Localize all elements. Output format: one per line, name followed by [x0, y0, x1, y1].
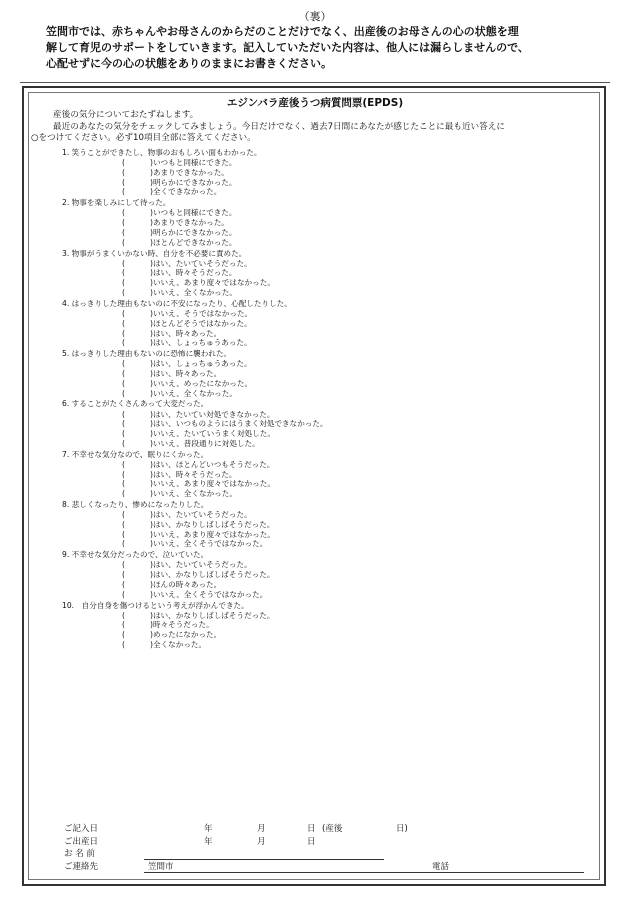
- answer-option[interactable]: [62, 238, 582, 248]
- answer-label: はい、かなりしばしばそうだった。: [152, 610, 275, 620]
- answer-option[interactable]: [62, 470, 582, 480]
- paren-close: ): [150, 429, 153, 439]
- answer-mark-slot[interactable]: (: [122, 318, 125, 328]
- answer-mark-slot[interactable]: (: [122, 167, 125, 177]
- paren-close: ): [150, 187, 153, 197]
- answer-mark-slot[interactable]: (: [122, 258, 125, 268]
- answer-option[interactable]: [62, 178, 582, 188]
- answer-label: はい、たいていそうだった。: [152, 560, 252, 570]
- question-item: [62, 600, 582, 650]
- paren-close: ): [150, 268, 153, 278]
- answer-option[interactable]: [62, 510, 582, 520]
- lead-line: 最近のあなたの気分をチェックしてみましょう。今日だけでなく、過去7日間にあなたが感じたことに最も近い答えに: [53, 121, 505, 132]
- paren-close: ): [150, 519, 153, 529]
- paren-close: ): [150, 258, 153, 268]
- answer-option[interactable]: [62, 419, 582, 429]
- intro-line: 心配せずに今の心の状態をありのままにお書きください。: [46, 57, 332, 70]
- answer-mark-slot[interactable]: (: [122, 459, 125, 469]
- question-item: [62, 147, 582, 197]
- answer-mark-slot[interactable]: (: [122, 620, 125, 630]
- answer-label: はい、時々あった。: [152, 328, 222, 338]
- paren-close: ): [150, 177, 153, 187]
- paren-close: ): [150, 208, 153, 218]
- fill-date-row: [64, 823, 588, 836]
- question-text: 7. 不幸せな気分なので、眠りにくかった。: [62, 449, 209, 459]
- question-text: 2. 物事を楽しみにして待った。: [62, 198, 171, 208]
- paren-close: ): [150, 459, 153, 469]
- answer-mark-slot[interactable]: (: [122, 359, 125, 369]
- answer-option[interactable]: [62, 439, 582, 449]
- answer-option[interactable]: [62, 379, 582, 389]
- answer-option[interactable]: [62, 539, 582, 549]
- answer-option[interactable]: [62, 410, 582, 420]
- paren-close: ): [150, 438, 153, 448]
- answer-option[interactable]: [62, 630, 582, 640]
- paren-close: ): [150, 479, 153, 489]
- answer-mark-slot[interactable]: (: [122, 227, 125, 237]
- paren-close: ): [150, 158, 153, 168]
- answer-mark-slot[interactable]: (: [122, 158, 125, 168]
- answer-mark-slot[interactable]: (: [122, 519, 125, 529]
- birth-date-label: ご出産日: [64, 836, 99, 847]
- answer-mark-slot[interactable]: (: [122, 308, 125, 318]
- answer-label: はい、しょっちゅうあった。: [152, 359, 252, 369]
- form-lead: [31, 110, 599, 145]
- question-text: 9. 不幸せな気分だったので、泣いていた。: [62, 550, 209, 560]
- answer-label: 明らかにできなかった。: [152, 177, 237, 187]
- answer-label: はい、いつものようにはうまく対処できなかった。: [152, 419, 328, 429]
- name-row: [64, 848, 588, 861]
- question-item: [62, 449, 582, 499]
- paren-close: ): [150, 288, 153, 298]
- answer-option[interactable]: [62, 489, 582, 499]
- answer-option[interactable]: [62, 309, 582, 319]
- answer-option[interactable]: [62, 580, 582, 590]
- contact-row: [64, 861, 588, 874]
- answer-option[interactable]: [62, 479, 582, 489]
- answer-mark-slot[interactable]: (: [122, 218, 125, 228]
- question-item: [62, 549, 582, 599]
- paren-close: ): [150, 469, 153, 479]
- paren-close: ): [150, 529, 153, 539]
- paren-close: ): [150, 227, 153, 237]
- paren-close: ): [150, 218, 153, 228]
- answer-label: いいえ、あまり度々ではなかった。: [152, 479, 275, 489]
- intro-line: 解して育児のサポートをしていきます。記入していただいた内容は、他人には漏らしませんので、: [46, 41, 529, 54]
- answer-mark-slot[interactable]: (: [122, 529, 125, 539]
- answer-option[interactable]: [62, 520, 582, 530]
- answer-label: はい、時々そうだった。: [152, 268, 237, 278]
- answer-option[interactable]: [62, 208, 582, 218]
- answer-mark-slot[interactable]: (: [122, 438, 125, 448]
- answer-mark-slot[interactable]: (: [122, 419, 125, 429]
- answer-mark-slot[interactable]: (: [122, 208, 125, 218]
- answer-label: めったになかった。: [152, 630, 222, 640]
- paren-close: ): [150, 318, 153, 328]
- answer-mark-slot[interactable]: (: [122, 328, 125, 338]
- answer-label: はい、時々そうだった。: [152, 469, 237, 479]
- paren-close: ): [150, 640, 153, 650]
- paren-close: ): [150, 369, 153, 379]
- question-item: [62, 499, 582, 549]
- answer-label: あまりできなかった。: [152, 218, 229, 228]
- answer-option[interactable]: [62, 268, 582, 278]
- answer-option[interactable]: [62, 590, 582, 600]
- question-text: 4. はっきりした理由もないのに不安になったり、心配したりした。: [62, 298, 292, 308]
- paren-close: ): [150, 338, 153, 348]
- answer-label: いいえ、あまり度々ではなかった。: [152, 278, 275, 288]
- answer-mark-slot[interactable]: (: [122, 589, 125, 599]
- answer-mark-slot[interactable]: (: [122, 268, 125, 278]
- question-item: [62, 248, 582, 298]
- answer-option[interactable]: [62, 389, 582, 399]
- answer-label: ほとんどそうではなかった。: [152, 318, 252, 328]
- birth-date-row: [64, 836, 588, 849]
- answer-option[interactable]: [62, 369, 582, 379]
- answer-option[interactable]: [62, 319, 582, 329]
- answer-option[interactable]: [62, 259, 582, 269]
- answer-option[interactable]: [62, 187, 582, 197]
- question-text: 5. はっきりした理由もないのに恐怖に襲われた。: [62, 349, 232, 359]
- answer-mark-slot[interactable]: (: [122, 539, 125, 549]
- answer-label: いいえ、たいていうまく対処した。: [152, 429, 275, 439]
- answer-mark-slot[interactable]: (: [122, 237, 125, 247]
- answer-mark-slot[interactable]: (: [122, 278, 125, 288]
- postpartum-close: 日): [396, 824, 408, 834]
- fill-date-label: ご記入日: [64, 824, 99, 834]
- page-side-label: （裏）: [298, 10, 332, 23]
- day-unit: 日: [307, 836, 316, 847]
- answer-label: はい、時々あった。: [152, 369, 222, 379]
- answer-mark-slot[interactable]: (: [122, 489, 125, 499]
- answer-mark-slot[interactable]: (: [122, 378, 125, 388]
- answer-label: いいえ、普段通りに対処した。: [152, 438, 260, 448]
- paren-close: ): [150, 579, 153, 589]
- answer-option[interactable]: [62, 530, 582, 540]
- paren-close: ): [150, 308, 153, 318]
- answer-label: ほとんどできなかった。: [152, 237, 237, 247]
- question-text: 1. 笑うことができたし、物事のおもしろい面もわかった。: [62, 148, 262, 157]
- question-item: [62, 197, 582, 247]
- answer-mark-slot[interactable]: (: [122, 177, 125, 187]
- answer-label: いいえ、全くそうではなかった。: [152, 589, 268, 599]
- answer-option[interactable]: [62, 288, 582, 298]
- month-unit: 月: [257, 836, 266, 847]
- paren-close: ): [150, 630, 153, 640]
- answer-mark-slot[interactable]: (: [122, 388, 125, 398]
- answer-mark-slot[interactable]: (: [122, 579, 125, 589]
- answer-label: はい、しょっちゅうあった。: [152, 338, 252, 348]
- answer-option[interactable]: [62, 429, 582, 439]
- answer-label: いつもと同様にできた。: [152, 208, 237, 218]
- answer-label: はい、たいていそうだった。: [152, 258, 252, 268]
- contact-underline: [144, 872, 584, 873]
- answer-option[interactable]: [62, 460, 582, 470]
- phone-label: 電話: [432, 861, 450, 872]
- answer-label: はい、たいていそうだった。: [152, 510, 252, 520]
- paren-close: ): [150, 167, 153, 177]
- year-unit: 年: [204, 836, 213, 847]
- answer-label: はい、かなりしばしばそうだった。: [152, 519, 275, 529]
- answer-option[interactable]: [62, 329, 582, 339]
- paren-close: ): [150, 378, 153, 388]
- paren-close: ): [150, 328, 153, 338]
- answer-option[interactable]: [62, 611, 582, 621]
- answer-option[interactable]: [62, 278, 582, 288]
- paren-close: ): [150, 560, 153, 570]
- paren-close: ): [150, 237, 153, 247]
- postpartum-open: (産後: [322, 824, 343, 834]
- answer-option[interactable]: [62, 640, 582, 650]
- paren-close: ): [150, 489, 153, 499]
- question-text: 8. 悲しくなったり、惨めになったりした。: [62, 499, 209, 509]
- month-unit: 月: [257, 824, 266, 834]
- answer-mark-slot[interactable]: (: [122, 630, 125, 640]
- paren-close: ): [150, 278, 153, 288]
- top-divider: [20, 82, 610, 83]
- question-text: 3. 物事がうまくいかない時、自分を不必要に責めた。: [62, 248, 247, 258]
- question-text: 10. 自分自身を傷つけるという考えが浮かんできた。: [62, 600, 249, 610]
- answer-option[interactable]: [62, 620, 582, 630]
- answer-mark-slot[interactable]: (: [122, 338, 125, 348]
- answer-mark-slot[interactable]: (: [122, 369, 125, 379]
- paren-close: ): [150, 419, 153, 429]
- answer-label: 全くできなかった。: [152, 187, 222, 197]
- lead-line: ○をつけてください。必ず10項目全部に答えてください。: [31, 133, 256, 143]
- lead-line: 産後の気分についておたずねします。: [53, 110, 199, 120]
- answer-mark-slot[interactable]: (: [122, 187, 125, 197]
- paren-close: ): [150, 570, 153, 580]
- paren-close: ): [150, 510, 153, 520]
- year-unit: 年: [204, 824, 213, 834]
- answer-label: 全くなかった。: [152, 640, 207, 650]
- answer-label: いつもと同様にできた。: [152, 158, 237, 168]
- answer-mark-slot[interactable]: (: [122, 288, 125, 298]
- intro-text: [46, 24, 586, 72]
- answer-option[interactable]: [62, 570, 582, 580]
- day-unit: 日: [307, 824, 316, 834]
- question-list: [62, 147, 582, 650]
- answer-label: いいえ、全くそうではなかった。: [152, 539, 268, 549]
- question-text: 6. することがたくさんあって大変だった。: [62, 399, 209, 409]
- paren-close: ): [150, 359, 153, 369]
- name-label: お 名 前: [64, 849, 95, 859]
- paren-close: ): [150, 409, 153, 419]
- answer-label: ほんの時々あった。: [152, 579, 222, 589]
- answer-label: いいえ、めったになかった。: [152, 378, 253, 388]
- question-item: [62, 398, 582, 448]
- answer-label: いいえ、全くなかった。: [152, 288, 237, 298]
- answer-label: はい、たいてい対処できなかった。: [152, 409, 275, 419]
- answer-mark-slot[interactable]: (: [122, 560, 125, 570]
- answer-label: 時々そうだった。: [152, 620, 214, 630]
- answer-label: あまりできなかった。: [152, 167, 229, 177]
- answer-option[interactable]: [62, 168, 582, 178]
- answer-label: いいえ、全くなかった。: [152, 388, 237, 398]
- footer-fields: [64, 823, 588, 873]
- form-title: エジンバラ産後うつ病質問票(EPDS): [226, 97, 404, 109]
- answer-label: いいえ、あまり度々ではなかった。: [152, 529, 275, 539]
- paren-close: ): [150, 589, 153, 599]
- answer-label: いいえ、そうではなかった。: [152, 308, 253, 318]
- answer-label: はい、かなりしばしばそうだった。: [152, 570, 275, 580]
- paren-close: ): [150, 388, 153, 398]
- answer-option[interactable]: [62, 338, 582, 348]
- answer-option[interactable]: [62, 359, 582, 369]
- answer-mark-slot[interactable]: (: [122, 610, 125, 620]
- answer-mark-slot[interactable]: (: [122, 640, 125, 650]
- answer-mark-slot[interactable]: (: [122, 510, 125, 520]
- answer-option[interactable]: [62, 228, 582, 238]
- answer-label: 明らかにできなかった。: [152, 227, 237, 237]
- paren-close: ): [150, 620, 153, 630]
- contact-label: ご連絡先: [64, 861, 99, 872]
- contact-city: 笠間市: [148, 861, 174, 872]
- answer-mark-slot[interactable]: (: [122, 570, 125, 580]
- answer-mark-slot[interactable]: (: [122, 469, 125, 479]
- answer-label: いいえ、全くなかった。: [152, 489, 237, 499]
- question-item: [62, 298, 582, 348]
- paren-close: ): [150, 610, 153, 620]
- answer-mark-slot[interactable]: (: [122, 409, 125, 419]
- answer-label: はい、ほとんどいつもそうだった。: [152, 459, 275, 469]
- answer-option[interactable]: [62, 560, 582, 570]
- intro-line: 笠間市では、赤ちゃんやお母さんのからだのことだけでなく、出産後のお母さんの心の状態を理: [46, 25, 519, 38]
- answer-option[interactable]: [62, 158, 582, 168]
- paren-close: ): [150, 539, 153, 549]
- answer-mark-slot[interactable]: (: [122, 479, 125, 489]
- question-item: [62, 348, 582, 398]
- answer-option[interactable]: [62, 218, 582, 228]
- answer-mark-slot[interactable]: (: [122, 429, 125, 439]
